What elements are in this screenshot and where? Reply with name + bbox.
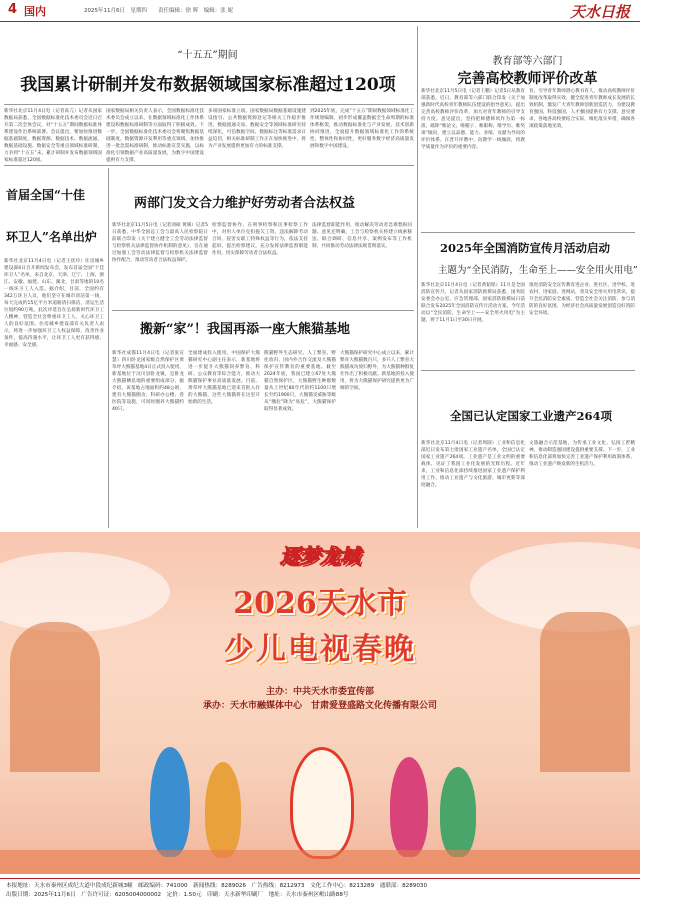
banner-title-line1: 2026天水市	[233, 586, 407, 621]
banner-host: 主办：中共天水市委宣传部	[265, 687, 374, 697]
divider	[421, 232, 635, 233]
page-number: 4	[8, 2, 18, 17]
right2-subhead: 主题为“全民消防，生命至上——安全用火用电”	[438, 265, 638, 276]
right2-column-2: 推进消防安全宣传教育进企业、进社区、进学校、进农村、进家庭、进网站，普及安全用火用电常识，提升全民消防安全素质，营造全社会关注消防、参与消防的良好氛围，为经济社会高质量发展创造良好消防安全环境。	[529, 283, 635, 316]
article3-column-3: 熊猫野外生态研究、人工繁育、野化放归、国内外合作交流及大熊猫保护宣传教育的重要基地。截至2024年底，我国已建立67处大熊猫自然保护区，大熊猫野生种群数量从上世纪80年代的约1100只增长至约1900只，大熊猫受威胁等级从“濒危”降为“易危”，大熊猫保护取得显著成效。	[264, 351, 336, 412]
article2-column-1: 新华社北京11月5日电（记者刘硕 黄璜）记者5日获悉，中华全国总工会与最高人民检察院日前联合印发《关于建立健全工会劳动法律监督与检察机关法律监督协作机制的意见》，旨在通过加强工会劳动法律监督与检察机关法律监督协作配合，推动劳动者合法权益保护。	[112, 223, 208, 263]
child-character-figure	[440, 767, 476, 857]
short1-headline-line2: 环卫人”名单出炉	[6, 230, 97, 244]
child-character-figure	[390, 757, 428, 857]
right1-headline: 完善高校教师评价改革	[457, 71, 598, 87]
issue-meta: 2025年11月6日 星期四 责任编辑：徐 晖 编辑：张 妮	[84, 8, 233, 14]
lead-headline: 我国累计研制并发布数据领域国家标准超过120项	[20, 75, 396, 95]
column-divider	[417, 26, 418, 528]
right3-column-2: 文旅融合示范基地，为传承工业文化、弘扬工匠精神、推动制造强国建设提供重要支撑。下一步，工业和信息化部将加快完善工业遗产保护利用政策体系，推动工业遗产焕发新的生机活力。	[529, 441, 635, 467]
footer-line-2: 出版日期：2025年11月6日 广告许可证：6205004000002 定价：1.50元 印刷：天水新华印刷厂 地址：天水市秦州区岷山路88号	[6, 892, 349, 898]
right3-column-1: 新华社北京11月4日电（记者周圆）工业和信息化部近日发布第七批国家工业遗产名单，全国已认定国家工业遗产264项。工业遗产是工业文明的重要载体，见证了我国工业化发展的光辉历程。近年来，工业和信息化部持续推进国家工业遗产保护利用工作，推动工业遗产与文化旅游、城市更新等深度融合。	[421, 441, 525, 488]
article2-column-2: 检察监督协作，在刑事检察和民事检察工作中，对用人单位克扣拖欠工资、违法解除劳动合同、侵害女职工特殊权益等行为，依法支持起诉、提出检察建议，充分发挥法律监督职能作用，切实保障劳动者合法权益。	[212, 223, 308, 256]
banner-slogan: 逐梦龙城	[280, 544, 360, 568]
column-divider	[108, 168, 109, 528]
page-footer	[0, 878, 640, 918]
gala-advertisement-banner	[0, 532, 640, 874]
right2-headline: 2025年全国消防宣传月活动启动	[440, 241, 611, 255]
ox-mascot-figure	[290, 747, 354, 859]
article3-headline: 搬新“家”！我国再添一座大熊猫基地	[140, 322, 350, 337]
lead-kicker: “十五五”期间	[177, 50, 238, 61]
article2-column-3: 法律监督职能作用，推动解决劳动者急难愁盼问题。意见还明确，工会与检察机关将建立线索移送、联合调研、信息共享、案例发布等工作机制，共同推动劳动法律法规贯彻落实。	[312, 223, 412, 249]
divider	[112, 310, 414, 311]
right1-column-2: 育、引导青年教师潜心教书育人，推动高校教师评价制度改革取得实效，健全促进青年教师成长发展的长效机制，激发广大青年教师创新创造活力，为建设教育强国、科技强国、人才强国提供有力支撑。意见要求，各地各高校要结合实际，细化落实举措，确保各项政策落地见效。	[529, 89, 635, 129]
footer-line-1: 本报地址：天水市秦州区成纪大道中段成纪新城3幢 邮政编码：741000 新闻热线：8289026 广告热线：8212973 文化工作中心：8213289 通联部：8289030	[6, 883, 428, 889]
article3-column-4: 大熊猫保护研究中心成立以来，累计繁育大熊猫数百只，多只人工繁育大熊猫成功放归野外，为大熊猫种群复壮作出了积极贡献。新基地的投入使用，将为大熊猫保护研究提供更为广阔的空间。	[340, 351, 414, 391]
divider	[421, 370, 635, 371]
section-name: 国内	[24, 5, 46, 18]
lead-column-2: 国家数据局相关负责人表示，全国数据标准化技术委员会成立以来，在数据领域标准化工作体系建设和数据标准研制等方面取得了积极成效。下一步，全国数据标准化技术委员会将聚焦数据基础制度、数据资源开发利用等重点领域，加快推进一批急需标准研制，推动标准宣贯实施，以标准化引领数据产业高质量发展，为数字中国建设提供有力支撑。	[106, 109, 204, 163]
article3-column-2: 全面建成投入使用，中国保护大熊猫研究中心副主任表示，新基地将进一步提升大熊猫饲养繁育、科研、公众教育等综合能力，推动大熊猫保护事业高质量发展。目前，黄草坪大熊猫基地已迎来首批入住的大熊猫，这些大熊猫将在这里开始新的生活。	[188, 351, 260, 405]
divider	[4, 165, 414, 166]
child-character-figure	[205, 762, 241, 858]
article3-column-1: 新华社成都11月4日电（记者张宣慧）四川卧龙国家级自然保护区黄草坪大熊猫基地4日正式投入使用，新基地位于汶川县卧龙镇，是卧龙大熊猫栖息地的重要组成部分。据介绍，该基地占地面积约48公顷，建有大熊猫圈舍、科研办公楼、兽医院等设施，可同时圈养大熊猫约40只。	[112, 351, 184, 412]
lead-column-3: 多项国家标准立项。国家数据局数据基础设施建设指引、公共数据资源登记等相关工作稳步推进，数据流通交易、数据安全等领域标准研究持续深化，可信数据空间、数据标注等标准需求日益迫切，相关标准研制工作正在加快推进中，将为产业发展提供更加有力的标准支撑。	[208, 109, 306, 149]
divider	[4, 104, 414, 105]
right2-column-1: 新华社北京11月4日电（记者黄韬铭）11月是全国消防宣传月。记者从国家消防救援局获悉，国务院安委会办公室、应急管理部、国家消防救援局日前联合发布2025年全国消防宣传月活动方案。今年活动以“全民消防，生命至上——安全用火用电”为主题，将于11月1日至30日开展。	[421, 283, 525, 323]
page-header	[0, 0, 640, 22]
right1-kicker: 教育部等六部门	[492, 56, 563, 67]
right3-headline: 全国已认定国家工业遗产264项	[450, 409, 613, 423]
stage-floor	[0, 850, 640, 874]
short1-body: 新华社北京11月4日电（记者王优玲）住房城乡建设部4日召开新闻发布会，发布首届全国“十佳环卫人”名单。来自北京、天津、辽宁、上海、浙江、安徽、福建、山东、湖北、甘肃等地的10名一线环卫工人入选。据介绍，目前，全国约有342万环卫人员，他们坚守在城市清洁第一线，每天完成约15亿平方米道路清扫保洁，清运生活垃圾约90万吨。此次评选旨在弘扬新时代环卫工人精神，营造全社会尊重环卫工人、关心环卫工人的良好氛围。住房城乡建设部有关负责人表示，将进一步加强环卫工人权益保障，改善作业条件，提高待遇水平，让环卫工人更有获得感、幸福感、安全感。	[4, 259, 104, 348]
short1-headline-line1: 首届全国“十佳	[6, 188, 85, 202]
right1-column-1: 新华社北京11月5日电（记者王鹏）记者5日从教育部获悉，近日，教育部等六部门联合印发《关于加强新时代高校青年教师队伍建设的指导意见》，提出完善高校教师评价改革，加大对青年教师的引导支持力度。意见提出，坚持把师德师风作为第一标准，破除“唯论文、唯帽子、唯职称、唯学历、唯奖项”倾向，建立以品德、能力、业绩、贡献为导向的评价体系。在晋升评聘中，向教学一线倾斜，将教学质量作为评价的重要内容。	[421, 89, 525, 150]
lead-column-4: 到2025年底，完成“十五五”期间数据领域标准化工作规划编制，初步形成覆盖数据全生命周期的标准体系框架，推动数据标准化与产业发展、技术创新协同推进，全面提升数据领域标准化工作的系统性、整体性和协同性，更好服务数字经济高质量发展和数字中国建设。	[310, 109, 414, 149]
child-character-figure	[150, 747, 190, 857]
banner-title-line2: 少儿电视春晚	[224, 632, 416, 667]
lead-column-1: 新华社北京11月4日电（记者高亢）记者从国家数据局获悉，全国数据标准化技术委员会近日召开第二次全体会议，对“十五五”期间数据标准体系建设作出系统部署。会议提出，要加快推进数据基础制度、数据资源、数据技术、数据流通、数据基础设施、数据安全等重点领域标准研制，力争到“十五五”末，累计研制并发布数据领域国家标准超过120项。	[4, 109, 102, 163]
newspaper-logo: 天水日报	[569, 3, 630, 21]
banner-organizer: 承办：天水市融媒体中心 甘肃爱登盛路文化传播有限公司	[202, 701, 437, 711]
article2-headline: 两部门发文合力维护好劳动者合法权益	[134, 196, 356, 211]
